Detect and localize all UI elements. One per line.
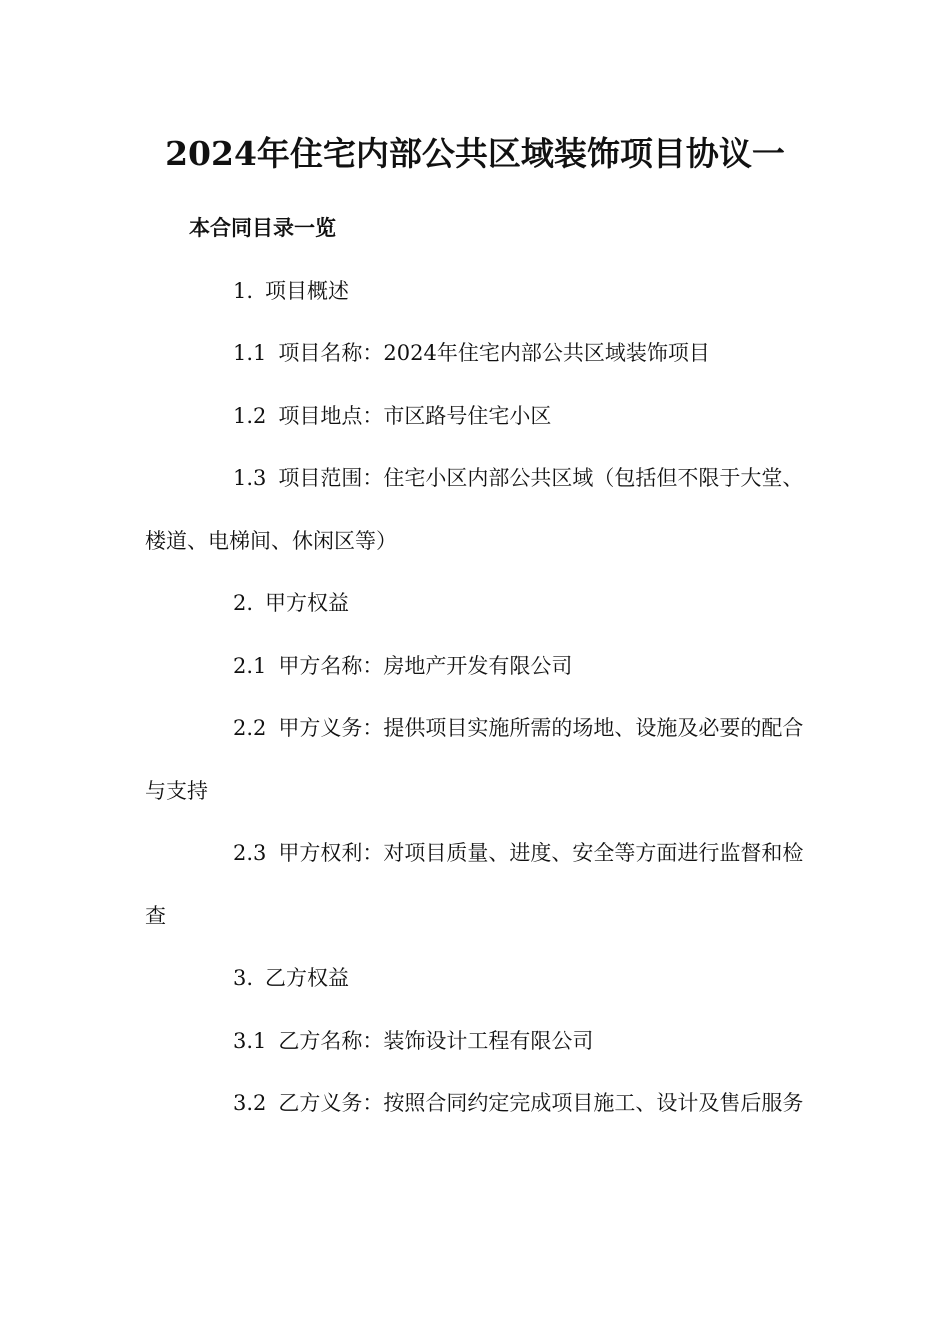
section-number: 1.1 xyxy=(233,341,267,365)
section-3-1 xyxy=(145,1010,810,1073)
document-title: 2024年住宅内部公共区域装饰项目协议一 xyxy=(165,134,785,173)
section-3 xyxy=(145,947,810,1010)
section-number: 1. xyxy=(233,278,254,303)
section-text: 乙方名称：装饰设计工程有限公司 xyxy=(278,1028,594,1053)
section-text: 乙方权益 xyxy=(265,966,350,990)
section-text: 甲方义务：提供项目实施所需的场地、设施及必要的配合与支持 xyxy=(145,716,804,803)
section-number: 1.2 xyxy=(233,403,267,428)
section-1 xyxy=(145,260,810,323)
section-2 xyxy=(145,572,810,635)
section-number: 3.2 xyxy=(233,1091,267,1115)
section-number: 3.1 xyxy=(233,1028,267,1053)
section-number: 3. xyxy=(233,966,254,990)
section-text: 乙方义务：按照合同约定完成项目施工、设计及售后服务 xyxy=(278,1091,804,1115)
section-number: 2.2 xyxy=(233,716,267,740)
section-text: 项目地点：市区路号住宅小区 xyxy=(278,403,552,428)
section-3-2 xyxy=(145,1072,810,1135)
section-number: 2.3 xyxy=(233,841,267,865)
section-number: 1.3 xyxy=(233,466,267,490)
section-text: 项目名称：2024年住宅内部公共区域装饰项目 xyxy=(278,341,710,365)
section-number: 2. xyxy=(233,591,254,615)
section-text: 甲方权益 xyxy=(265,591,350,615)
section-1-3 xyxy=(145,447,810,572)
section-2-2 xyxy=(145,697,810,822)
section-1-2 xyxy=(145,385,810,448)
section-text: 甲方权利：对项目质量、进度、安全等方面进行监督和检查 xyxy=(145,841,804,928)
section-text: 项目范围：住宅小区内部公共区域（包括但不限于大堂、楼道、电梯间、休闲区等） xyxy=(145,466,804,553)
toc-heading: 本合同目录一览 xyxy=(189,215,336,240)
section-2-1 xyxy=(145,635,810,698)
section-1-1 xyxy=(145,322,810,385)
section-2-3 xyxy=(145,822,810,947)
section-number: 2.1 xyxy=(233,653,267,678)
section-text: 项目概述 xyxy=(265,278,350,303)
document-body xyxy=(145,197,810,1135)
section-text: 甲方名称：房地产开发有限公司 xyxy=(278,653,573,678)
